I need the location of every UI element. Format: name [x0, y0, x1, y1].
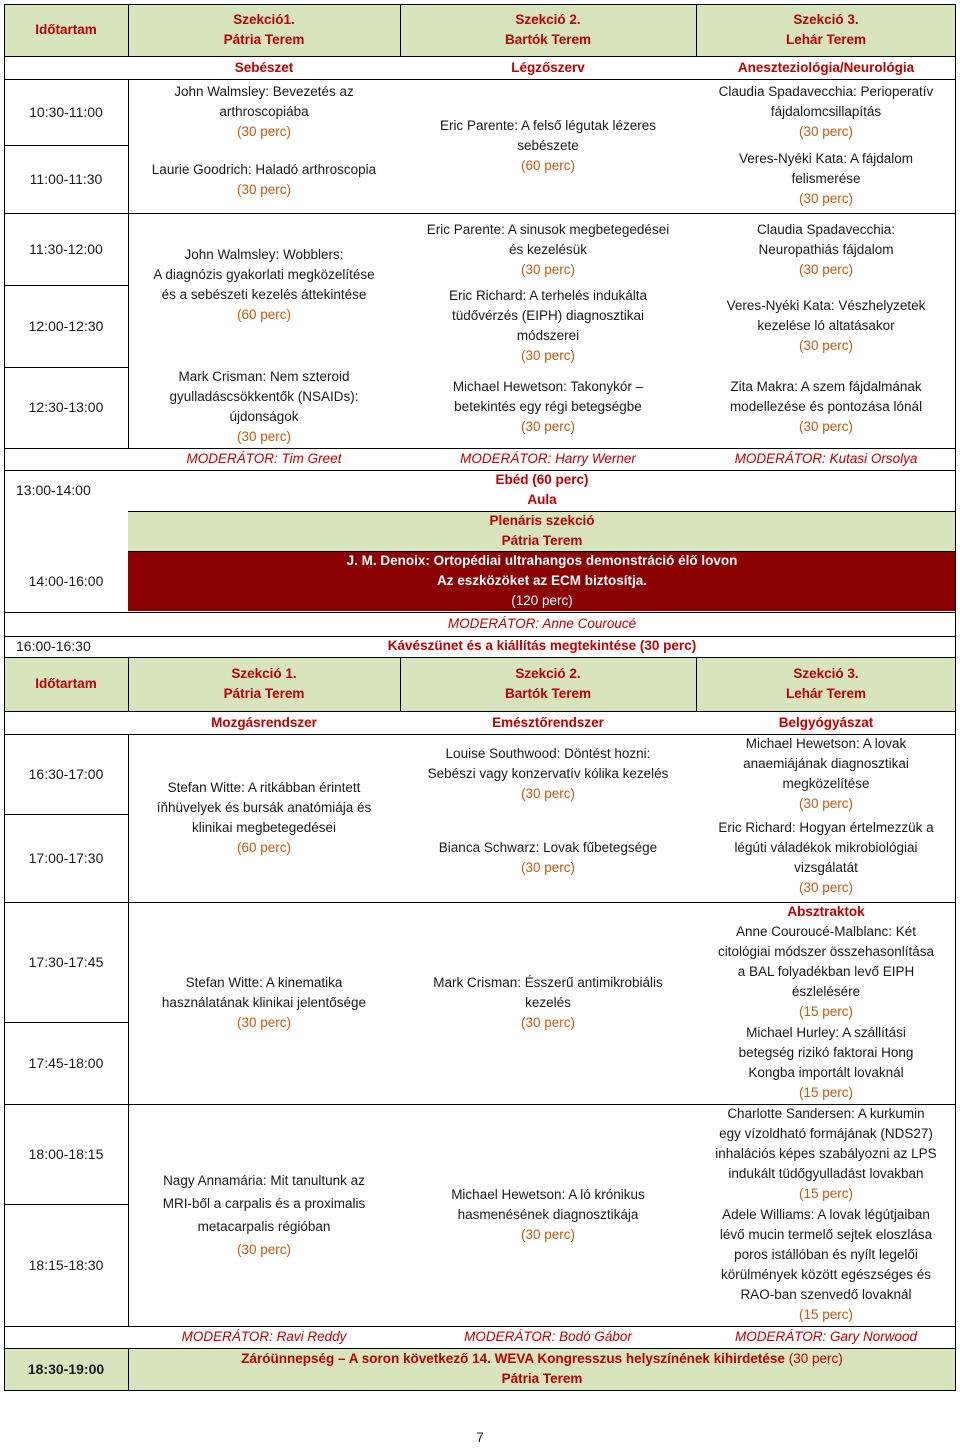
- moderator-3: [696, 1327, 956, 1347]
- session-title: és a sebészeti kezelés áttekintése: [161, 287, 367, 302]
- session-title: és kezelésük: [508, 242, 588, 257]
- session-title: Eric Richard: Hogyan értelmezzük a: [718, 820, 934, 835]
- session-title: fájdalomcsillapítás: [770, 104, 882, 119]
- session-title: hasmenésének diagnosztikája: [457, 1207, 639, 1222]
- session-title: Kongba importált lovaknál: [748, 1065, 904, 1080]
- moderator-label: MODERÁTOR: Tim Greet: [186, 451, 342, 466]
- closing-title: Záróünnepség – A soron következő 14. WEVA Kongresszus helyszínének kihirdetése: [241, 1351, 785, 1366]
- session-title: íňhüvelyek és bursák anatómiája és: [156, 800, 372, 815]
- session-williams-abstract: [696, 1204, 956, 1326]
- time-cell: [4, 367, 128, 447]
- time-cell: [4, 902, 128, 1022]
- session-title: megközelítése: [782, 776, 870, 791]
- session-title: arthroscopiába: [219, 104, 309, 119]
- session-title: vizsgálatát: [794, 860, 858, 875]
- session-title: Veres-Nyéki Kata: A fájdalom: [738, 151, 914, 166]
- session-title: Louise Southwood: Döntést hozni:: [445, 746, 651, 761]
- session-title: John Walmsley: Wobblers:: [184, 247, 344, 262]
- header-section-2: [400, 4, 696, 56]
- moderator-label: MODERÁTOR: Harry Werner: [460, 451, 636, 466]
- session-duration: (30 perc): [798, 124, 854, 139]
- time-label: 17:30-17:45: [28, 954, 104, 970]
- time-label: 18:30-19:00: [27, 1361, 105, 1377]
- session-duration: (30 perc): [236, 182, 292, 197]
- time-label: 17:00-17:30: [28, 850, 104, 866]
- time-cell: [4, 1022, 128, 1104]
- session-makra: [696, 372, 956, 442]
- plenary-duration: (120 perc): [511, 593, 573, 608]
- topic-1-label: Sebészet: [234, 59, 294, 75]
- session-goodrich: [128, 152, 400, 208]
- time-label: 13:00-14:00: [16, 482, 91, 498]
- session-duration: (30 perc): [236, 429, 292, 444]
- session-richard-microbiology: [696, 814, 956, 902]
- session-title: John Walmsley: Bevezetés az: [174, 84, 354, 99]
- session-title: légúti váladékok mikrobiológiai: [734, 840, 918, 855]
- session-title: gyulladáscsökkentők (NSAIDs):: [169, 389, 359, 404]
- session-title: Michael Hewetson: A lovak: [745, 736, 907, 751]
- session-duration: (15 perc): [798, 1085, 854, 1100]
- session-title: Adele Williams: A lovak légútjaiban: [722, 1207, 930, 1222]
- plenary-speaker: J. M. Denoix: Ortopédiai ultrahangos demonstráció élő lovon: [346, 553, 738, 568]
- session-crisman-nsaids: [128, 367, 400, 447]
- time-label: 16:30-17:00: [28, 766, 104, 782]
- session-title: Laurie Goodrich: Haladó arthroscopia: [151, 162, 377, 177]
- session-title: Charlotte Sandersen: A kurkumin: [727, 1106, 925, 1121]
- session-title: a BAL folyadékban levő EIPH: [737, 964, 915, 979]
- header-time-label: Időtartam: [35, 676, 97, 691]
- lunch-label: [495, 470, 588, 490]
- session-spadavecchia-1: [696, 79, 956, 145]
- time-cell: [4, 734, 128, 814]
- session-title: Michael Hurley: A szállítási: [746, 1025, 906, 1040]
- section-3-room: Lehár Terem: [785, 32, 867, 47]
- session-title: modellezése és pontozása lónál: [729, 399, 923, 414]
- session-walmsley-wobblers: [128, 240, 400, 330]
- coffee-break: [128, 636, 956, 656]
- plenary-title: Plenáris szekció: [489, 513, 595, 528]
- topic-3: [696, 711, 956, 734]
- section-1-room: Pátria Terem: [223, 32, 305, 47]
- coffee-time: [4, 636, 128, 656]
- moderator-label: MODERÁTOR: Ravi Reddy: [181, 1329, 347, 1344]
- session-title: Michael Hewetson: Takonykór –: [452, 379, 644, 394]
- session-title: Eric Parente: A felső légutak lézeres: [439, 118, 657, 133]
- session-spadavecchia-2: [696, 218, 956, 282]
- topic-1-label: Mozgásrendszer: [211, 714, 317, 730]
- session-title: betekintés egy régi betegségbe: [454, 399, 642, 414]
- header-section-2: [400, 657, 696, 711]
- moderator-2: [400, 1327, 696, 1347]
- moderator-1: [128, 449, 400, 469]
- session-duration: (15 perc): [798, 1004, 854, 1019]
- session-southwood-colic: [400, 734, 696, 814]
- time-label: 17:45-18:00: [28, 1055, 104, 1071]
- session-duration: (60 perc): [236, 307, 292, 322]
- session-title: Zita Makra: A szem fájdalmának: [730, 379, 922, 394]
- session-witte-kinematics: [128, 902, 400, 1104]
- session-duration: (30 perc): [798, 796, 854, 811]
- moderator-label: MODERÁTOR: Kutasi Orsolya: [734, 451, 918, 466]
- section-3-label: Szekció 3.: [793, 666, 859, 681]
- moderator-3: [696, 449, 956, 469]
- section-2-room: Bartók Terem: [504, 32, 592, 47]
- section-1-label: Szekció 1.: [231, 666, 297, 681]
- topic-2: [400, 56, 696, 79]
- session-duration: (30 perc): [798, 191, 854, 206]
- session-duration: (15 perc): [798, 1307, 854, 1322]
- session-title: észlelésére: [791, 984, 861, 999]
- session-courouce-abstract: [696, 902, 956, 1022]
- coffee-text: Kávészünet és a kiállítás megtekintése (30 perc): [387, 638, 697, 653]
- session-hewetson-strangles: [400, 372, 696, 442]
- time-cell: [4, 1104, 128, 1204]
- header-section-3: [696, 657, 956, 711]
- session-title: kezelés: [525, 995, 571, 1010]
- time-label: 16:00-16:30: [16, 638, 91, 654]
- session-veres-nyeki-1: [696, 145, 956, 213]
- session-duration: (30 perc): [236, 1015, 292, 1030]
- lunch-text: Ebéd (60 perc): [495, 472, 589, 487]
- session-sandersen-abstract: [696, 1104, 956, 1204]
- moderator-2: [400, 449, 696, 469]
- session-hewetson-diarrhoea: [400, 1104, 696, 1326]
- closing-duration: (30 perc): [788, 1351, 843, 1366]
- topic-2: [400, 711, 696, 734]
- session-duration: (60 perc): [236, 840, 292, 855]
- session-title: MRI-ből a carpalis és a proximalis: [162, 1196, 366, 1211]
- session-title: kezelése ló altatásakor: [757, 318, 895, 333]
- session-title: poros istállóban és nyílt legelői: [734, 1247, 918, 1262]
- session-title: Claudia Spadavecchia: Perioperatív: [718, 84, 934, 99]
- session-title: Bianca Schwarz: Lovak fűbetegsége: [438, 840, 658, 855]
- session-walmsley-arthroscopy: [128, 79, 400, 145]
- time-cell: [4, 814, 128, 902]
- moderator-label: MODERÁTOR: Bodó Gábor: [464, 1329, 632, 1344]
- header-time-cell: [4, 4, 128, 56]
- session-nagy-mri: [128, 1104, 400, 1326]
- session-title: Veres-Nyéki Kata: Vészhelyzetek: [726, 298, 926, 313]
- lunch-time: [4, 470, 128, 510]
- time-label: 12:30-13:00: [28, 399, 104, 415]
- page-number-label: 7: [476, 1430, 484, 1445]
- time-cell: [4, 1204, 128, 1326]
- time-label: 11:00-11:30: [29, 171, 103, 187]
- session-duration: (30 perc): [236, 124, 292, 139]
- session-title: egy vízoldható formájának (NDS27): [719, 1126, 933, 1141]
- closing-room: Pátria Terem: [501, 1371, 583, 1386]
- session-duration: (30 perc): [520, 1015, 576, 1030]
- session-title: felismerése: [791, 171, 861, 186]
- session-richard-eiph: [400, 285, 696, 367]
- section-2-label: Szekció 2.: [515, 12, 581, 27]
- session-title: módszerei: [516, 328, 580, 343]
- session-title: Michael Hewetson: A ló krónikus: [451, 1187, 645, 1202]
- session-duration: (30 perc): [520, 860, 576, 875]
- session-duration: (30 perc): [520, 1227, 576, 1242]
- moderator-label: MODERÁTOR: Gary Norwood: [734, 1329, 918, 1344]
- section-3-room: Lehár Terem: [785, 686, 867, 701]
- time-label: 18:15-18:30: [28, 1257, 104, 1273]
- session-duration: (15 perc): [798, 1186, 854, 1201]
- session-title: Mark Crisman: Nem szteroid: [178, 369, 350, 384]
- session-duration: (30 perc): [798, 880, 854, 895]
- closing-line: [241, 1349, 842, 1369]
- plenary-header: [128, 511, 956, 551]
- session-hurley-abstract: [696, 1022, 956, 1104]
- session-title: Stefan Witte: A ritkábban érintett: [167, 780, 361, 795]
- session-title: Eric Richard: A terhelés indukálta: [448, 288, 648, 303]
- time-cell: [4, 145, 128, 213]
- header-time-cell: [4, 657, 128, 711]
- session-title: inhalációs képes szabályozni az LPS: [715, 1146, 937, 1161]
- time-label: 14:00-16:00: [28, 573, 104, 589]
- session-title: metacarpalis régióban: [197, 1219, 331, 1234]
- section-1-label: Szekció1.: [233, 12, 295, 27]
- plenary-session: [128, 551, 956, 611]
- session-title: Sebészi vagy konzervatív kólika kezelés: [427, 766, 669, 781]
- session-title: használatának klinikai jelentősége: [161, 995, 367, 1010]
- session-title: klinikai megbetegedései: [191, 820, 337, 835]
- header-time-label: Időtartam: [35, 22, 97, 37]
- topic-2-label: Légzőszerv: [511, 59, 585, 75]
- session-duration: (30 perc): [798, 419, 854, 434]
- header-section-1: [128, 4, 400, 56]
- session-title: Nagy Annamária: Mit tanultunk az: [163, 1173, 365, 1188]
- session-schwarz-grass: [400, 814, 696, 902]
- time-cell: [4, 213, 128, 285]
- lunch-row: [128, 470, 956, 510]
- session-title: Stefan Witte: A kinematika: [185, 975, 343, 990]
- session-title: Claudia Spadavecchia:: [756, 222, 896, 237]
- session-duration: (60 perc): [520, 158, 576, 173]
- session-witte-bursae: [128, 734, 400, 902]
- moderator-1: [128, 1327, 400, 1347]
- session-veres-nyeki-2: [696, 293, 956, 359]
- time-cell: [4, 285, 128, 367]
- plenary-moderator: [128, 613, 956, 635]
- topic-3: [696, 56, 956, 79]
- session-title: tüdővérzés (EIPH) diagnosztikai: [451, 308, 645, 323]
- time-label: 11:30-12:00: [29, 241, 103, 257]
- session-title: sebészete: [517, 138, 579, 153]
- session-title: Neuropathiás fájdalom: [758, 242, 894, 257]
- session-duration: (30 perc): [520, 419, 576, 434]
- topic-1: [128, 56, 400, 79]
- session-title: RAO-ban szenvedő lovaknál: [740, 1287, 912, 1302]
- session-title: körülmények között egészséges és: [720, 1267, 932, 1282]
- abstracts-title: Absztraktok: [787, 904, 865, 919]
- topic-2-label: Emésztőrendszer: [492, 714, 604, 730]
- plenary-time: [4, 551, 128, 611]
- session-hewetson-anaemia: [696, 734, 956, 814]
- time-cell: [4, 79, 128, 145]
- session-duration: (30 perc): [520, 262, 576, 277]
- section-1-room: Pátria Terem: [223, 686, 305, 701]
- moderator-label: MODERÁTOR: Anne Couroucé: [447, 616, 637, 631]
- session-title: lévő mucin termelő sejtek eloszlása: [719, 1227, 933, 1242]
- session-title: újdonságok: [229, 409, 299, 424]
- section-2-room: Bartók Terem: [504, 686, 592, 701]
- session-parente-sinus: [400, 218, 696, 282]
- session-duration: (30 perc): [520, 348, 576, 363]
- time-label: 18:00-18:15: [28, 1146, 104, 1162]
- plenary-note: Az eszközöket az ECM biztosítja.: [436, 573, 648, 588]
- session-title: betegség rizikó faktorai Hong: [738, 1045, 914, 1060]
- session-title: Anne Couroucé-Malblanc: Két: [735, 924, 917, 939]
- session-title: anaemiájának diagnosztikai: [743, 756, 909, 771]
- session-duration: (30 perc): [236, 1242, 292, 1257]
- session-duration: (30 perc): [798, 338, 854, 353]
- session-duration: (30 perc): [520, 786, 576, 801]
- page-number: [440, 1428, 520, 1448]
- header-section-1: [128, 657, 400, 711]
- time-label: 12:00-12:30: [28, 318, 104, 334]
- session-parente-larynx: [400, 79, 696, 213]
- time-label: 10:30-11:00: [29, 104, 103, 120]
- header-section-3: [696, 4, 956, 56]
- session-title: Eric Parente: A sinusok megbetegedései: [426, 222, 670, 237]
- section-3-label: Szekció 3.: [793, 12, 859, 27]
- closing-ceremony: [128, 1348, 956, 1390]
- section-2-label: Szekció 2.: [515, 666, 581, 681]
- plenary-room: Pátria Terem: [501, 533, 583, 548]
- closing-time: [4, 1348, 128, 1390]
- lunch-location: Aula: [527, 492, 557, 507]
- topic-1: [128, 711, 400, 734]
- topic-3-label: Belgyógyászat: [778, 714, 874, 730]
- session-duration: (30 perc): [798, 262, 854, 277]
- topic-3-label: Aneszteziológia/Neurológia: [737, 59, 915, 75]
- session-crisman-antimicrobial: [400, 902, 696, 1104]
- session-title: A diagnózis gyakorlati megközelítése: [153, 267, 375, 282]
- session-title: Mark Crisman: Ésszerű antimikrobiális: [433, 975, 663, 990]
- session-title: citológiai módszer összehasonlítása: [717, 944, 935, 959]
- session-title: indukált tüdőgyulladást lovakban: [728, 1166, 924, 1181]
